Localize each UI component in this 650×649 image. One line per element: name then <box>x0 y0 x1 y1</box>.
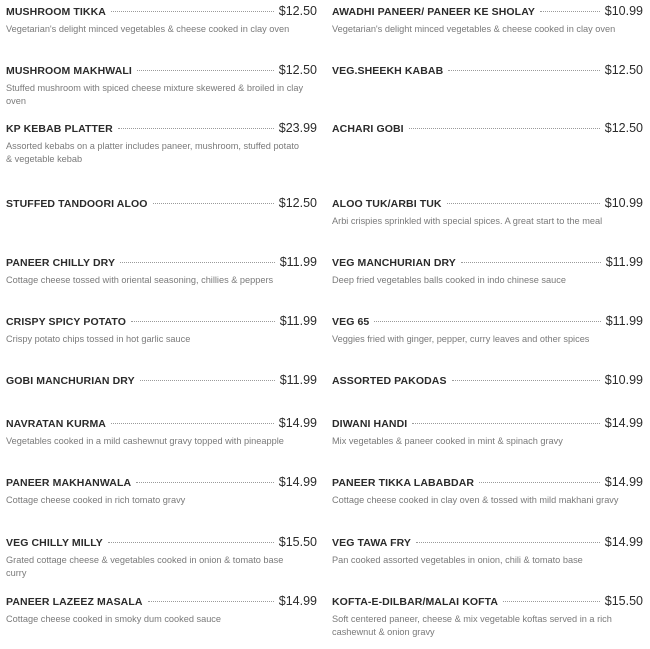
menu-item-header <box>6 475 317 493</box>
dotted-leader <box>153 203 274 204</box>
menu-item-description: Crispy potato chips tossed in hot garlic sauce <box>6 334 191 344</box>
menu-item <box>332 255 643 287</box>
menu-item-name: MUSHROOM MAKHWALI <box>6 65 132 77</box>
menu-item-name: VEG.SHEEKH KABAB <box>332 65 444 77</box>
dotted-leader <box>448 70 599 71</box>
menu-item <box>332 63 643 81</box>
menu-item-description: Cottage cheese cooked in rich tomato gravy <box>6 495 186 505</box>
menu-item-description: Assorted kebabs on a platter includes paneer, mushroom, stuffed potato & vegetable kebab <box>6 141 299 164</box>
menu-item-price: $14.99 <box>278 475 317 489</box>
menu-item <box>332 314 643 346</box>
menu-item-description: Cottage cheese tossed with oriental seasoning, chillies & peppers <box>6 275 274 285</box>
menu-item-price: $10.99 <box>604 373 643 387</box>
dotted-leader <box>148 601 274 602</box>
menu-item-header <box>332 475 643 493</box>
dotted-leader <box>374 321 600 322</box>
menu-item-name: KP KEBAB PLATTER <box>6 123 113 135</box>
menu-item-name: DIWANI HANDI <box>332 418 408 430</box>
menu-item-price: $11.99 <box>605 255 643 269</box>
menu-item-header <box>6 373 317 391</box>
menu-item-header <box>6 63 317 81</box>
menu-item-price: $11.99 <box>605 314 643 328</box>
menu-item-name: CRISPY SPICY POTATO <box>6 316 126 328</box>
menu-item-price: $12.50 <box>278 196 317 210</box>
menu-item <box>332 475 643 507</box>
menu-item-price: $14.99 <box>604 535 643 549</box>
menu-item-name: VEG TAWA FRY <box>332 537 411 549</box>
menu-item-header <box>332 63 643 81</box>
dotted-leader <box>131 321 275 322</box>
dotted-leader <box>540 11 600 12</box>
menu-item-name: PANEER LAZEEZ MASALA <box>6 596 143 608</box>
menu-item <box>332 416 643 448</box>
menu-item-header <box>6 594 317 612</box>
menu-item-header <box>6 535 317 553</box>
menu-item-name: STUFFED TANDOORI ALOO <box>6 198 148 210</box>
dotted-leader <box>137 70 274 71</box>
menu-item-description: Vegetarian's delight minced vegetables & cheese cooked in clay oven <box>332 24 616 34</box>
menu-item-price: $15.50 <box>604 594 643 608</box>
menu-item-price: $11.99 <box>279 255 317 269</box>
dotted-leader <box>447 203 600 204</box>
menu-item-name: ASSORTED PAKODAS <box>332 375 447 387</box>
menu-item-name: KOFTA-E-DILBAR/MALAI KOFTA <box>332 596 499 608</box>
menu-item-description: Grated cottage cheese & vegetables cooked in onion & tomato base curry <box>6 555 284 578</box>
dotted-leader <box>120 262 275 263</box>
menu-item <box>6 255 317 287</box>
menu-item-header <box>6 314 317 332</box>
menu-item-price: $11.99 <box>279 373 317 387</box>
menu-item-description: Mix vegetables & paneer cooked in mint & spinach gravy <box>332 436 563 446</box>
menu-item <box>6 63 317 108</box>
menu-item <box>6 196 317 214</box>
dotted-leader <box>108 542 274 543</box>
dotted-leader <box>111 423 274 424</box>
dotted-leader <box>503 601 600 602</box>
menu-item-description: Vegetables cooked in a mild cashewnut gravy topped with pineapple <box>6 436 284 446</box>
menu-item-header <box>6 121 317 139</box>
menu-item-price: $23.99 <box>278 121 317 135</box>
menu-item-price: $10.99 <box>604 196 643 210</box>
menu-item <box>6 4 317 36</box>
menu-item-header <box>332 121 643 139</box>
menu-item <box>6 475 317 507</box>
menu-item-description: Arbi crispies sprinkled with special spices. A great start to the meal <box>332 216 603 226</box>
menu-item <box>6 121 317 166</box>
menu-item <box>6 594 317 626</box>
menu-item-name: VEG CHILLY MILLY <box>6 537 103 549</box>
menu-item-header <box>6 4 317 22</box>
dotted-leader <box>118 128 274 129</box>
menu-item-description: Deep fried vegetables balls cooked in indo chinese sauce <box>332 275 566 285</box>
menu-item-description: Soft centered paneer, cheese & mix vegetable koftas served in a rich cashewnut & onion gravy <box>332 614 612 637</box>
menu-item-price: $14.99 <box>604 416 643 430</box>
menu-item-header <box>6 416 317 434</box>
menu-item-price: $11.99 <box>279 314 317 328</box>
menu-item-price: $14.99 <box>278 594 317 608</box>
menu-item-header <box>332 373 643 391</box>
menu-item-description: Cottage cheese cooked in smoky dum cooked sauce <box>6 614 222 624</box>
dotted-leader <box>140 380 275 381</box>
menu-item-header <box>332 255 643 273</box>
menu-item <box>332 121 643 139</box>
menu-item-price: $12.50 <box>604 121 643 135</box>
menu-item-name: VEG MANCHURIAN DRY <box>332 257 456 269</box>
dotted-leader <box>416 542 600 543</box>
menu-item-price: $14.99 <box>278 416 317 430</box>
menu-item <box>332 196 643 228</box>
menu-item <box>6 373 317 391</box>
menu-item <box>332 535 643 567</box>
menu-item-description: Pan cooked assorted vegetables in onion, chili & tomato base <box>332 555 583 565</box>
dotted-leader <box>136 482 274 483</box>
menu-item-header <box>332 4 643 22</box>
menu-item-header <box>332 594 643 612</box>
menu-item-price: $10.99 <box>604 4 643 18</box>
menu-item-name: PANEER CHILLY DRY <box>6 257 116 269</box>
dotted-leader <box>479 482 600 483</box>
dotted-leader <box>412 423 599 424</box>
dotted-leader <box>409 128 600 129</box>
menu-item-name: ALOO TUK/ARBI TUK <box>332 198 442 210</box>
menu-item-name: GOBI MANCHURIAN DRY <box>6 375 135 387</box>
menu-item-price: $14.99 <box>604 475 643 489</box>
menu-item-name: PANEER TIKKA LABABDAR <box>332 477 475 489</box>
menu-item-price: $12.50 <box>278 63 317 77</box>
dotted-leader <box>461 262 601 263</box>
menu-item-name: NAVRATAN KURMA <box>6 418 106 430</box>
menu-item <box>332 373 643 391</box>
menu-item-name: AWADHI PANEER/ PANEER KE SHOLAY <box>332 6 536 18</box>
menu-item <box>332 4 643 36</box>
menu-item-header <box>332 314 643 332</box>
dotted-leader <box>452 380 600 381</box>
menu-item-description: Stuffed mushroom with spiced cheese mixture skewered & broiled in clay oven <box>6 83 304 106</box>
menu-item-price: $12.50 <box>278 4 317 18</box>
menu-item-description: Cottage cheese cooked in clay oven & tossed with mild makhani gravy <box>332 495 619 505</box>
menu-item-name: VEG 65 <box>332 316 370 328</box>
menu-item-price: $12.50 <box>604 63 643 77</box>
menu-item-name: MUSHROOM TIKKA <box>6 6 106 18</box>
menu-item-header <box>332 416 643 434</box>
menu-item <box>6 314 317 346</box>
menu-item-description: Veggies fried with ginger, pepper, curry leaves and other spices <box>332 334 590 344</box>
dotted-leader <box>111 11 274 12</box>
menu-item-header <box>6 255 317 273</box>
menu-item <box>332 594 643 639</box>
menu-item-description: Vegetarian's delight minced vegetables & cheese cooked in clay oven <box>6 24 290 34</box>
menu-item <box>6 416 317 448</box>
menu-item <box>6 535 317 580</box>
menu-item-header <box>332 535 643 553</box>
menu-item-name: ACHARI GOBI <box>332 123 404 135</box>
menu-item-name: PANEER MAKHANWALA <box>6 477 132 489</box>
menu-item-header <box>332 196 643 214</box>
menu-item-header <box>6 196 317 214</box>
menu-item-price: $15.50 <box>278 535 317 549</box>
